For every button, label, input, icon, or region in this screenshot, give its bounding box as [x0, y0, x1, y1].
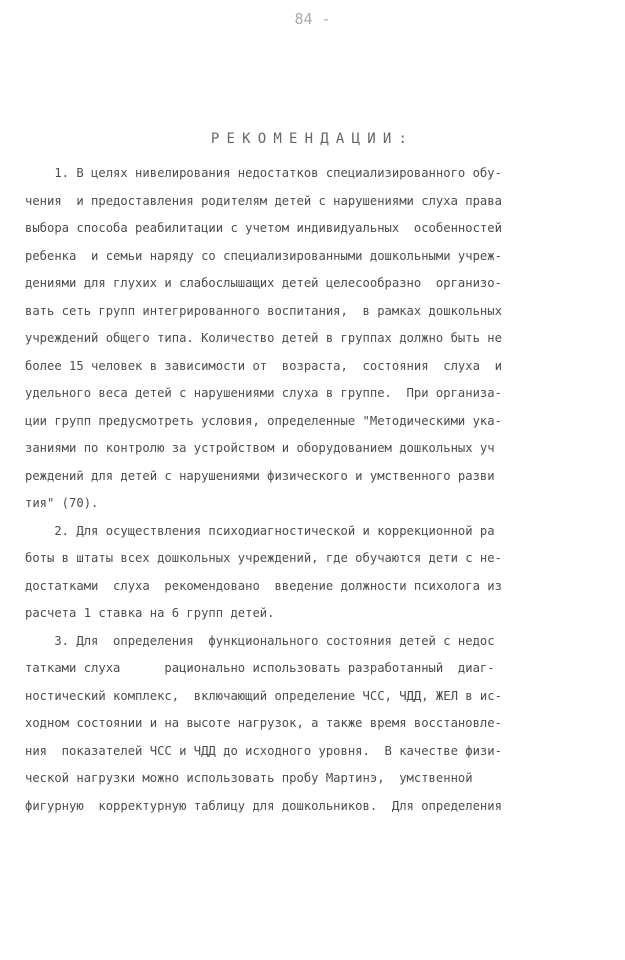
text-line: расчета 1 ставка на 6 групп детей. — [25, 606, 275, 620]
text-line: 2. Для осуществления психодиагностической и коррекционной ра — [25, 523, 495, 538]
text-line: более 15 человек в зависимости от возраста, состояния слуха и — [25, 358, 502, 373]
text-line: дениями для глухих и слабослышащих детей целесообразно организо- — [25, 276, 502, 290]
text-line: ребенка и семьи наряду со специализированными дошкольными учреж- — [25, 248, 502, 263]
text-line: реждений для детей с нарушениями физического и умственного разви — [25, 468, 495, 483]
text-line: боты в штаты всех дошкольных учреждений, где обучаются дети с не- — [25, 551, 502, 565]
section-title: РЕКОМЕНДАЦИИ: — [210, 131, 415, 147]
text-line: фигурную корректурную таблицу для дошкольников. Для определения — [25, 798, 502, 813]
text-line: выбора способа реабилитации с учетом индивидуальных особенностей — [25, 221, 502, 235]
text-line: ния показателей ЧСС и ЧДД до исходного уровня. В качестве физи- — [25, 743, 502, 758]
text-line: ческой нагрузки можно использовать пробу Мартинэ, умственной — [25, 771, 473, 785]
page-number: 84 - — [294, 10, 331, 28]
text-line: 1. В целях нивелирования недостатков специализированного обу- — [25, 166, 502, 180]
text-line: татками слуха рационально использовать разработанный диаг- — [25, 661, 495, 675]
recommendations-text — [25, 160, 615, 820]
text-line: учреждений общего типа. Количество детей в группах должно быть не — [25, 331, 502, 345]
text-line: вать сеть групп интегрированного воспитания, в рамках дошкольных — [25, 303, 502, 318]
text-line: ции групп предусмотреть условия, определенные "Методическими ука- — [25, 413, 502, 428]
text-line: ходном состоянии и на высоте нагрузок, а также время восстановле- — [25, 716, 502, 730]
text-line: ностический комплекс, включающий определение ЧСС, ЧДД, ЖЕЛ в ис- — [25, 688, 502, 703]
text-line: 3. Для определения функционального состояния детей с недос — [25, 633, 495, 648]
text-line: удельного веса детей с нарушениями слуха в группе. При организа- — [25, 386, 502, 400]
text-line: чения и предоставления родителям детей с нарушениями слуха права — [25, 193, 502, 208]
text-line: тия" (70). — [25, 496, 99, 510]
text-line: заниями по контролю за устройством и оборудованием дошкольных уч — [25, 441, 495, 455]
text-line: достатками слуха рекомендовано введение должности психолога из — [25, 578, 502, 593]
